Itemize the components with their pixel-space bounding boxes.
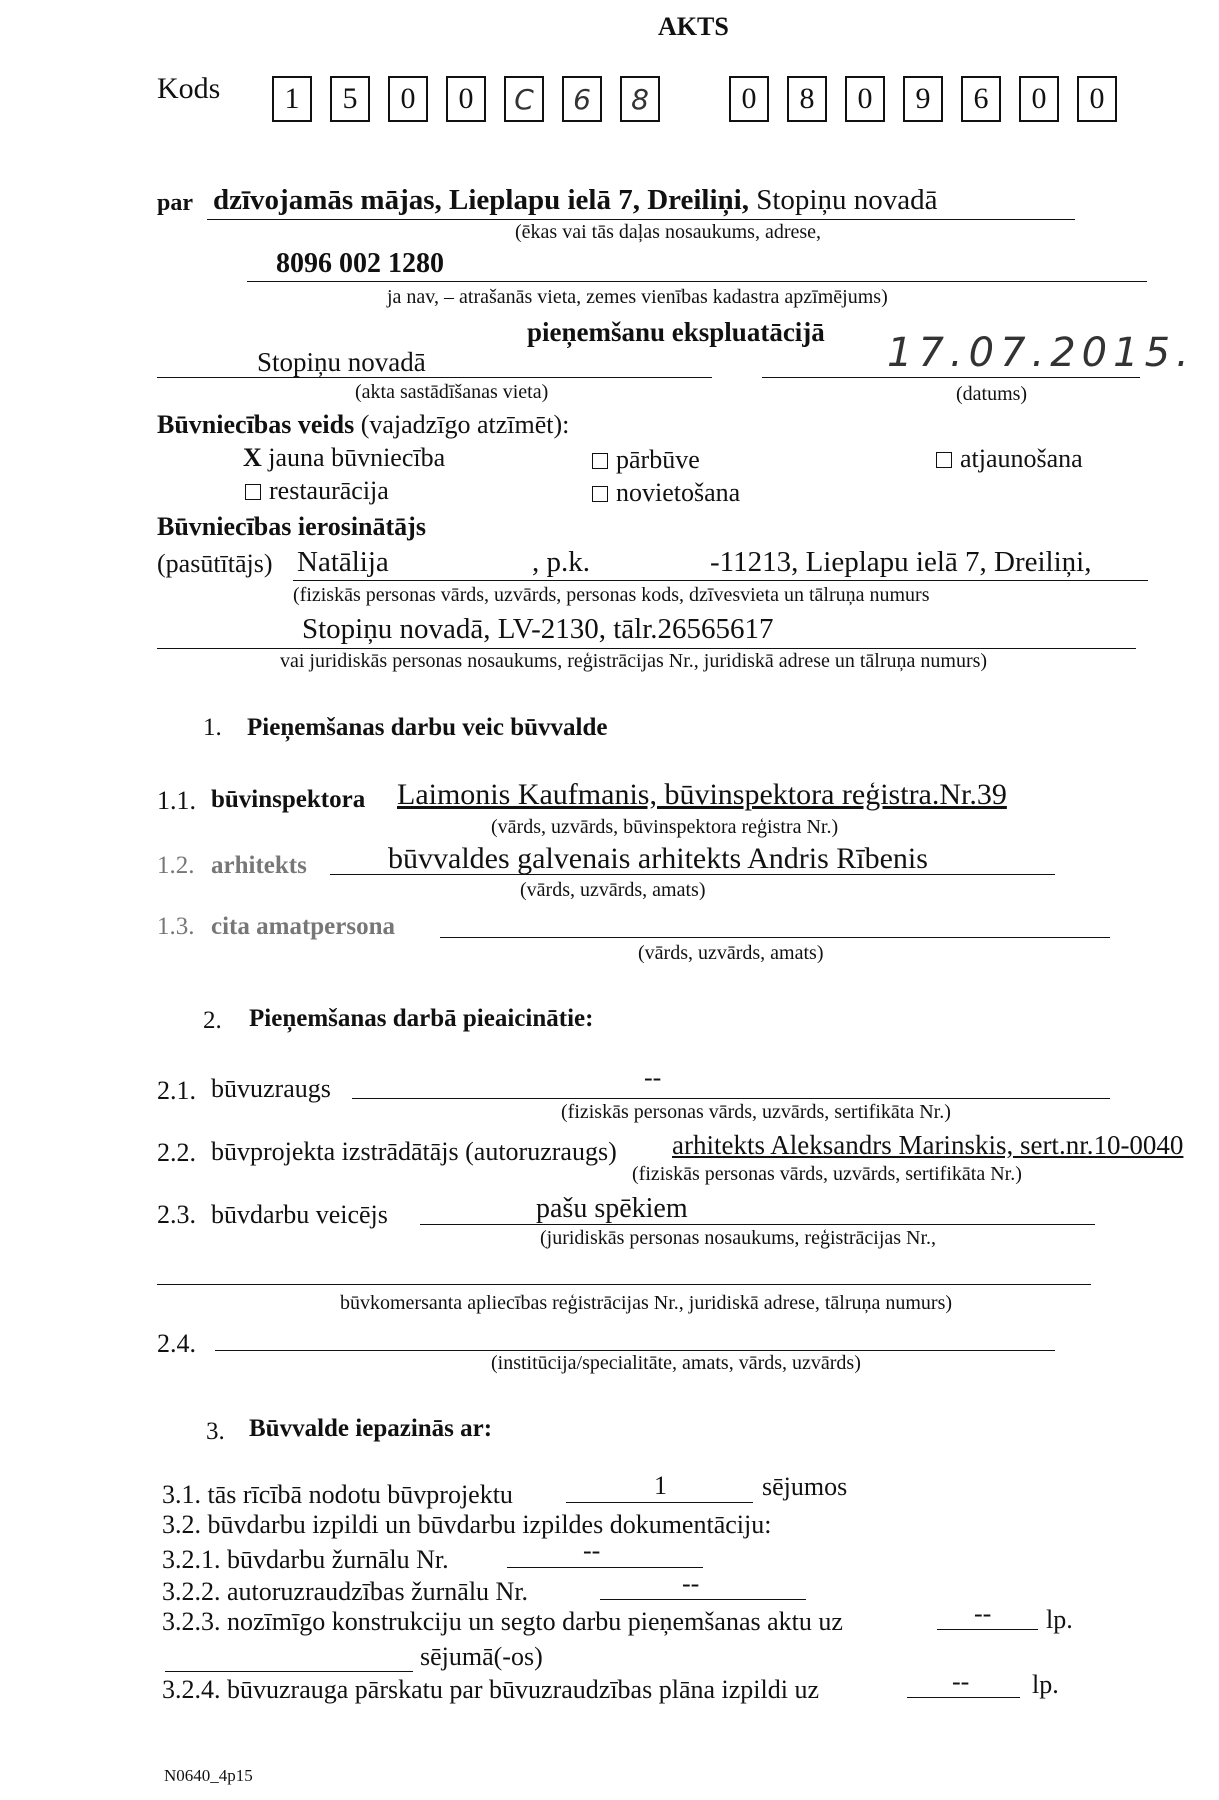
- item-3-2-3-suffix: lp.: [1046, 1605, 1073, 1634]
- item-2-1-number: 2.1.: [157, 1076, 196, 1105]
- item-2-2-value: arhitekts Aleksandrs Marinskis, sert.nr.10-0040: [672, 1130, 1184, 1160]
- option-renovation[interactable]: [936, 444, 1083, 474]
- place-caption: (akta sastādīšanas vieta): [355, 381, 549, 403]
- item-3-1-suffix: sējumos: [762, 1472, 848, 1501]
- item-1-2-value: būvvaldes galvenais arhitekts Andris Rībenis: [388, 842, 928, 875]
- item-1-1-label: būvinspektora: [211, 786, 366, 813]
- item-1-2-number: 1.2.: [157, 852, 195, 879]
- option-placement-checkbox[interactable]: [592, 486, 608, 502]
- option-restoration-checkbox[interactable]: [245, 484, 261, 500]
- code-digit-box[interactable]: 0: [1077, 76, 1117, 122]
- item-2-3-caption: (juridiskās personas nosaukums, reģistrācijas Nr.,: [540, 1227, 937, 1249]
- document-title: AKTS: [658, 12, 729, 41]
- item-1-3-rule[interactable]: [440, 937, 1110, 938]
- date-rule: [762, 377, 1140, 378]
- item-3-2-4-value: --: [952, 1667, 970, 1696]
- code-digit-box[interactable]: 0: [845, 76, 885, 122]
- item-2-3-rule-2: [157, 1284, 1091, 1285]
- construction-type-label: [157, 410, 569, 440]
- item-3-2-3-rule-2: [165, 1671, 413, 1672]
- item-2-2-caption: (fiziskās personas vārds, uzvārds, sertifikāta Nr.): [632, 1163, 1022, 1185]
- item-1-3-caption: (vārds, uzvārds, amats): [638, 942, 824, 964]
- item-2-2-number: 2.2.: [157, 1138, 196, 1167]
- code-digit-box[interactable]: C: [504, 76, 544, 122]
- initiator-line-2: Stopiņu novadā, LV-2130, tālr.26565617: [302, 613, 774, 645]
- item-3-2-4-rule: [907, 1697, 1020, 1698]
- code-label: Kods: [157, 72, 221, 105]
- cadastre-number: 8096 002 1280: [276, 248, 444, 279]
- item-3-2-2-value: --: [682, 1569, 700, 1598]
- object-name-rest: Stopiņu novadā: [748, 184, 938, 216]
- item-3-2: 3.2. būvdarbu izpildi un būvdarbu izpildes dokumentāciju:: [162, 1510, 772, 1539]
- item-2-3-number: 2.3.: [157, 1200, 196, 1229]
- item-1-2-label: arhitekts: [211, 852, 307, 879]
- item-3-2-1: 3.2.1. būvdarbu žurnālu Nr.: [162, 1545, 449, 1574]
- item-3-1: 3.1. tās rīcībā nodotu būvprojektu: [162, 1480, 513, 1509]
- option-new-label: jauna būvniecība: [268, 443, 446, 472]
- option-placement[interactable]: [592, 478, 740, 508]
- option-rebuild[interactable]: [592, 445, 700, 475]
- item-2-4-caption: (institūcija/specialitāte, amats, vārds, uzvārds): [491, 1352, 861, 1374]
- initiator-caption-2: vai juridiskās personas nosaukums, reģistrācijas Nr., juridiskā adrese un tālruņa numurs): [280, 650, 988, 672]
- item-2-3-value: pašu spēkiem: [536, 1193, 688, 1224]
- option-rebuild-label: pārbūve: [616, 445, 700, 474]
- option-renovation-label: atjaunošana: [960, 444, 1083, 473]
- item-2-1-value: --: [644, 1063, 662, 1092]
- section1-number: 1.: [203, 714, 222, 741]
- item-3-2-1-value: --: [583, 1536, 601, 1565]
- section2-heading: Pieņemšanas darbā pieaicinātie:: [249, 1005, 594, 1032]
- initiator-heading: Būvniecības ierosinātājs: [157, 512, 426, 541]
- item-2-3-rule: [420, 1224, 1095, 1225]
- initiator-pk: , p.k.: [532, 546, 590, 578]
- item-3-2-3: 3.2.3. nozīmīgo konstrukciju un segto darbu pieņemšanas aktu uz: [162, 1607, 843, 1636]
- item-2-2-label: būvprojekta izstrādātājs (autoruzraugs): [211, 1137, 617, 1166]
- item-2-1-caption: (fiziskās personas vārds, uzvārds, sertifikāta Nr.): [561, 1101, 951, 1123]
- initiator-name: Natālija: [297, 546, 389, 578]
- item-3-1-value: 1: [654, 1471, 667, 1500]
- initiator-address: -11213, Lieplapu ielā 7, Dreiliņi,: [710, 546, 1092, 578]
- item-3-2-2: 3.2.2. autoruzraudzības žurnālu Nr.: [162, 1577, 529, 1606]
- initiator-caption-1: (fiziskās personas vārds, uzvārds, personas kods, dzīvesvieta un tālruņa numurs: [293, 584, 930, 606]
- item-1-3-label: cita amatpersona: [211, 913, 395, 940]
- construction-type-bold: Būvniecības veids: [157, 410, 355, 439]
- code-digit-box[interactable]: 0: [1019, 76, 1059, 122]
- option-restoration[interactable]: [245, 476, 389, 506]
- item-1-3-number: 1.3.: [157, 913, 195, 940]
- code-digit-box[interactable]: 0: [446, 76, 486, 122]
- section2-number: 2.: [203, 1007, 222, 1034]
- item-1-2-rule: [330, 874, 1055, 875]
- item-3-2-3-rule: [937, 1629, 1038, 1630]
- option-renovation-checkbox[interactable]: [936, 452, 952, 468]
- code-digit-box[interactable]: 6: [961, 76, 1001, 122]
- code-digit-box[interactable]: 9: [903, 76, 943, 122]
- item-3-2-4: 3.2.4. būvuzrauga pārskatu par būvuzraudzības plāna izpildi uz: [162, 1675, 819, 1704]
- place-rule: [157, 377, 712, 378]
- item-2-3-caption-2: būvkomersanta apliecības reģistrācijas Nr., juridiskā adrese, tālruņa numurs): [340, 1292, 953, 1314]
- initiator-rule-1: [293, 580, 1148, 581]
- item-2-4-rule[interactable]: [215, 1350, 1055, 1351]
- acceptance-heading: pieņemšanu ekspluatācijā: [527, 317, 825, 347]
- item-2-3-label: būvdarbu veicējs: [211, 1200, 388, 1229]
- option-restoration-label: restaurācija: [269, 476, 389, 505]
- section3-number: 3.: [206, 1418, 225, 1445]
- option-rebuild-checkbox[interactable]: [592, 453, 608, 469]
- construction-type-rest: (vajadzīgo atzīmēt):: [354, 410, 570, 439]
- item-3-2-3-line2: sējumā(-os): [420, 1642, 543, 1671]
- code-digit-box[interactable]: 8: [787, 76, 827, 122]
- item-3-2-1-rule: [507, 1567, 703, 1568]
- item-1-1-number: 1.1.: [157, 786, 196, 815]
- section1-heading: Pieņemšanas darbu veic būvvalde: [247, 714, 608, 741]
- section3-heading: Būvvalde iepazinās ar:: [249, 1415, 493, 1442]
- item-2-1-rule: [352, 1098, 1110, 1099]
- cadastre-rule: [247, 281, 1147, 282]
- date-value: 17.07.2015.: [887, 330, 1195, 376]
- code-digit-box[interactable]: 5: [330, 76, 370, 122]
- item-2-1-label: būvuzraugs: [211, 1074, 331, 1103]
- object-rule: [207, 219, 1075, 220]
- code-digit-box[interactable]: 6: [562, 76, 602, 122]
- item-3-1-rule: [566, 1502, 753, 1503]
- footer-code: N0640_4p15: [164, 1766, 253, 1785]
- item-3-2-2-rule: [600, 1599, 806, 1600]
- option-new[interactable]: [243, 443, 445, 473]
- date-caption: (datums): [956, 383, 1028, 405]
- par-prefix: par: [157, 190, 193, 216]
- initiator-prefix: (pasūtītājs): [157, 549, 273, 578]
- object-name-bold: dzīvojamās mājas, Lieplapu ielā 7, Dreiliņi,: [213, 184, 749, 216]
- object-name-address: [213, 184, 937, 217]
- object-caption: (ēkas vai tās daļas nosaukums, adrese,: [515, 221, 822, 243]
- item-3-2-4-suffix: lp.: [1032, 1670, 1059, 1699]
- item-3-2-3-value: --: [974, 1599, 992, 1628]
- code-digit-box[interactable]: 0: [729, 76, 769, 122]
- item-1-1-caption: (vārds, uzvārds, būvinspektora reģistra Nr.): [491, 816, 839, 838]
- code-digit-box[interactable]: 1: [272, 76, 312, 122]
- item-1-1-value: Laimonis Kaufmanis, būvinspektora reģistra.Nr.39: [397, 778, 1007, 811]
- cadastre-caption: ja nav, – atrašanās vieta, zemes vienības kadastra apzīmējums): [387, 286, 888, 308]
- code-digit-box[interactable]: 0: [388, 76, 428, 122]
- option-new-mark: X: [243, 443, 262, 472]
- code-digit-box[interactable]: 8: [620, 76, 660, 122]
- option-placement-label: novietošana: [616, 478, 741, 507]
- initiator-rule-2: [157, 648, 1136, 649]
- item-1-2-caption: (vārds, uzvārds, amats): [520, 879, 706, 901]
- item-2-4-number: 2.4.: [157, 1329, 196, 1358]
- place-value: Stopiņu novadā: [257, 347, 426, 377]
